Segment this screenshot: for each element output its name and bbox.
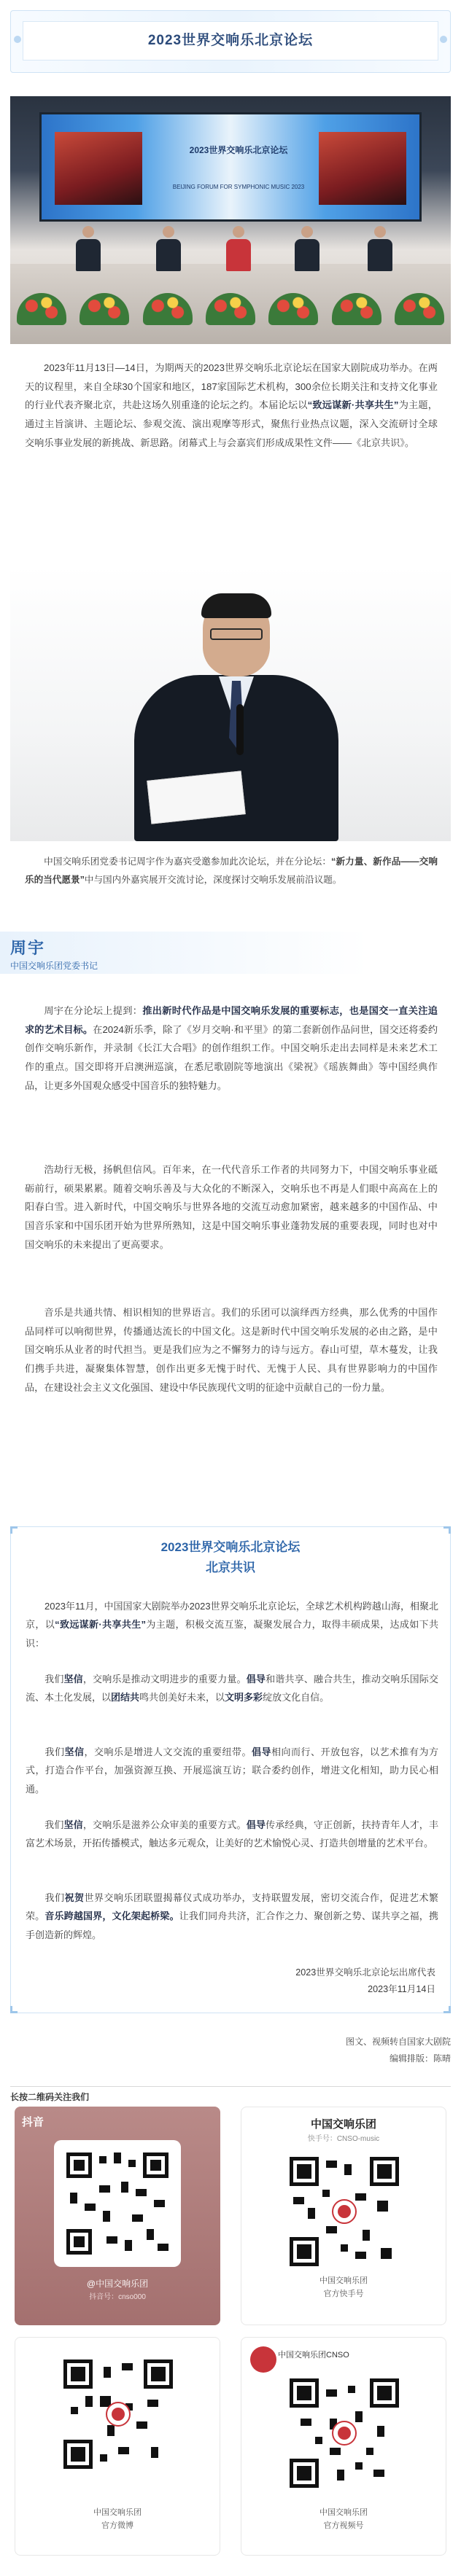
kuaishou-label: 中国交响乐团 官方快手号 [319, 2276, 368, 2298]
tiktok-qr-code[interactable] [54, 2140, 181, 2267]
cnso-logo-icon [332, 2199, 357, 2224]
speaker-name: 周宇 [10, 939, 46, 957]
microphone-icon [236, 704, 244, 755]
consensus-signature [295, 1964, 435, 1997]
weibo-qr-code[interactable] [63, 2360, 173, 2469]
speech-paragraph-3: 音乐是共通共情、相识相知的世界语言。我们的乐团可以演绎西方经典，那么优秀的中国作品同样可以响彻世界，传播通达流长的中国文化。这是新时代中国交响乐发展的必由之路，是中国交响乐从业者的时代担当。更是我们应为之不懈努力的诗与远方。春山可望，草木蔓发，让我们携手共进，凝聚集体智慧，创作出更多无愧于时代、无愧于人民、具有世界影响力的中国作品，在建设社会主义文化强国、建设中华民族现代文明的征途中贡献自己的一份力量。 [25, 1307, 438, 1393]
speech-paragraph-2: 浩劫行无极，扬帆但信风。百年来，在一代代音乐工作者的共同努力下，中国交响乐事业砥砺前行，硕果累累。随着交响乐善及与大众化的不断深入，交响乐也不再是人们眼中高高在上的阳春白雪。进入新时代，中国交响乐与世界各地的交流互动愈加紧密，越来越多的中国作品、中国音乐家和中国乐团开始为世界所熟知，这是中国交响乐事业蓬勃发展的重要表现，同时也对中国交响乐的未来提出了更高要求。 [25, 1164, 438, 1250]
page-title: 2023世界交响乐北京论坛 [147, 32, 314, 48]
credits [159, 2034, 451, 2067]
kuaishou-title: 中国交响乐团 [310, 2118, 376, 2131]
beijing-consensus-box [10, 1526, 451, 2013]
banner-dot-right [440, 36, 447, 43]
consensus-title: 2023世界交响乐北京论坛 [160, 1540, 301, 1554]
panelist [76, 226, 101, 271]
channels-qr-card[interactable] [241, 2337, 446, 2556]
speaker-photo [10, 566, 451, 841]
title-banner [10, 10, 451, 73]
panelist [156, 226, 181, 271]
credits-source: 图文、视频转自国家大剧院 [345, 2037, 451, 2047]
speaker-figure [127, 595, 346, 841]
consensus-paragraph-3: 我们坚信，交响乐是增进人文交流的重要纽带。倡导相向而行、开放包容，以艺术推有为方式，打造合作平台，加强资源互换、开展巡演互访；联合委约创作，增进文化相知，助力民心相通。 [26, 1746, 438, 1795]
orchestra-image-left [55, 132, 142, 205]
kuaishou-qr-card[interactable] [241, 2107, 446, 2325]
signature-date: 2023年11月14日 [368, 1983, 435, 1994]
follow-label: 长按二维码关注我们 [10, 2092, 90, 2102]
cnso-logo-icon [332, 2421, 357, 2446]
tiktok-qr-card[interactable] [15, 2107, 220, 2325]
name-card [0, 932, 461, 974]
flower-arrangements [10, 293, 451, 328]
qr-code-icon [63, 2149, 172, 2258]
speaker-role: 中国交响乐团党委书记 [10, 961, 98, 971]
banner-dot-left [14, 36, 21, 43]
panelist [295, 226, 319, 271]
channels-label: 中国交响乐团 官方视频号 [319, 2508, 368, 2530]
tiktok-handle: @中国交响乐团 [86, 2279, 149, 2289]
stage-screen [39, 112, 422, 222]
consensus-subtitle: 北京共识 [206, 1561, 255, 1574]
orchestra-image-right [319, 132, 406, 205]
speaker-caption: 中国交响乐团党委书记周宇作为嘉宾受邀参加此次论坛，并在分论坛：“新力量、新作品——交响乐的当代愿景”中与国内外嘉宾展开交流讨论，深度探讨交响乐发展前沿议题。 [25, 856, 438, 885]
tiktok-brand: 抖音 [22, 2116, 44, 2128]
weibo-label: 中国交响乐团 官方微博 [93, 2508, 142, 2530]
tiktok-id: 抖音号：cnso000 [89, 2293, 146, 2301]
signature-org: 2023世界交响乐北京论坛出席代表 [295, 1967, 435, 1978]
consensus-paragraph-4: 我们坚信，交响乐是滋养公众审美的重要方式。倡导传承经典，守正创新，扶持青年人才，丰富艺术场景，开拓传播模式，触达多元观众，让美好的艺术愉悦心灵、打造共创增量的艺术平台。 [26, 1819, 438, 1849]
consensus-paragraph-1: 2023年11月，中国国家大剧院举办2023世界交响乐北京论坛，全球艺术机构跨越山海，相聚北京，以“致远谋新·共享共生”为主题，积极交流互鉴，凝聚发展合力，取得丰硕成果，达成如下共识： [26, 1601, 438, 1649]
panelist [226, 226, 251, 271]
panelist [368, 226, 392, 271]
consensus-paragraph-5: 我们祝贺世界交响乐团联盟揭幕仪式成功举办，支持联盟发展，密切交流合作，促进艺术繁荣。音乐跨越国界，文化架起桥梁。让我们同舟共济，汇合作之力、聚创新之势、谋共享之福，携手创造新的辉煌。 [26, 1892, 438, 1940]
screen-banner-title: 2023世界交响乐北京论坛 [189, 145, 288, 155]
credits-editor: 编辑排版：陈晴 [389, 2053, 451, 2064]
consensus-paragraph-2: 我们坚信，交响乐是推动文明进步的重要力量。倡导和谐共享、融合共生，推动交响乐国际交流、本土化发展，以团结共鸣共创美好未来，以文明多彩绽放文化自信。 [26, 1674, 438, 1703]
weibo-qr-card[interactable] [15, 2337, 220, 2556]
title-frame [23, 21, 438, 61]
kuaishou-qr-code[interactable] [290, 2157, 399, 2266]
intro-paragraph: 2023年11月13日—14日，为期两天的2023世界交响乐北京论坛在国家大剧院成功举办。在两天的议程里，来自全球30个国家和地区，187家国际艺术机构，300余位长期关注和支持文化事业的行业代表齐聚北京，共赴这场久别重逢的论坛之约。本届论坛以“致远谋新·共享共生”为主题，通过主旨演讲、主题论坛、参观交流、演出观摩等形式，聚焦行业热点议题，深入交流研讨全球交响乐事业发展的新挑战、新思路。闭幕式上与会嘉宾们形成成果性文件——《北京共识》。 [25, 362, 438, 448]
screen-banner-subtitle: BEIJING FORUM FOR SYMPHONIC MUSIC 2023 [172, 184, 305, 190]
tiktok-icon [22, 2112, 44, 2134]
weibo-logo-icon [106, 2402, 131, 2427]
kuaishou-id: 快手号：CNSO-music [307, 2135, 380, 2143]
cnso-avatar [250, 2346, 276, 2373]
speech-paragraph-1: 周宇在分论坛上提到：推出新时代作品是中国交响乐发展的重要标志，也是国交一直关注追求的艺术目标。在2024新乐季，除了《岁月交响·和平里》的第二套新创作品问世，国交还将委约创作交响乐新作，并录制《长江大合唱》的创作组织工作。中国交响乐走出去同样是未来艺术工作的重点。国交即将开启澳洲巡演，在悉尼歌剧院等地演出《梁祝》《瑶族舞曲》等中国经典作品，让更多外国观众感受中国音乐的独特魅力。 [25, 1005, 438, 1091]
channels-header: 中国交响乐团CNSO [278, 2351, 349, 2360]
channels-qr-code[interactable] [290, 2378, 399, 2488]
divider [10, 2086, 451, 2087]
forum-stage-photo [10, 96, 451, 344]
